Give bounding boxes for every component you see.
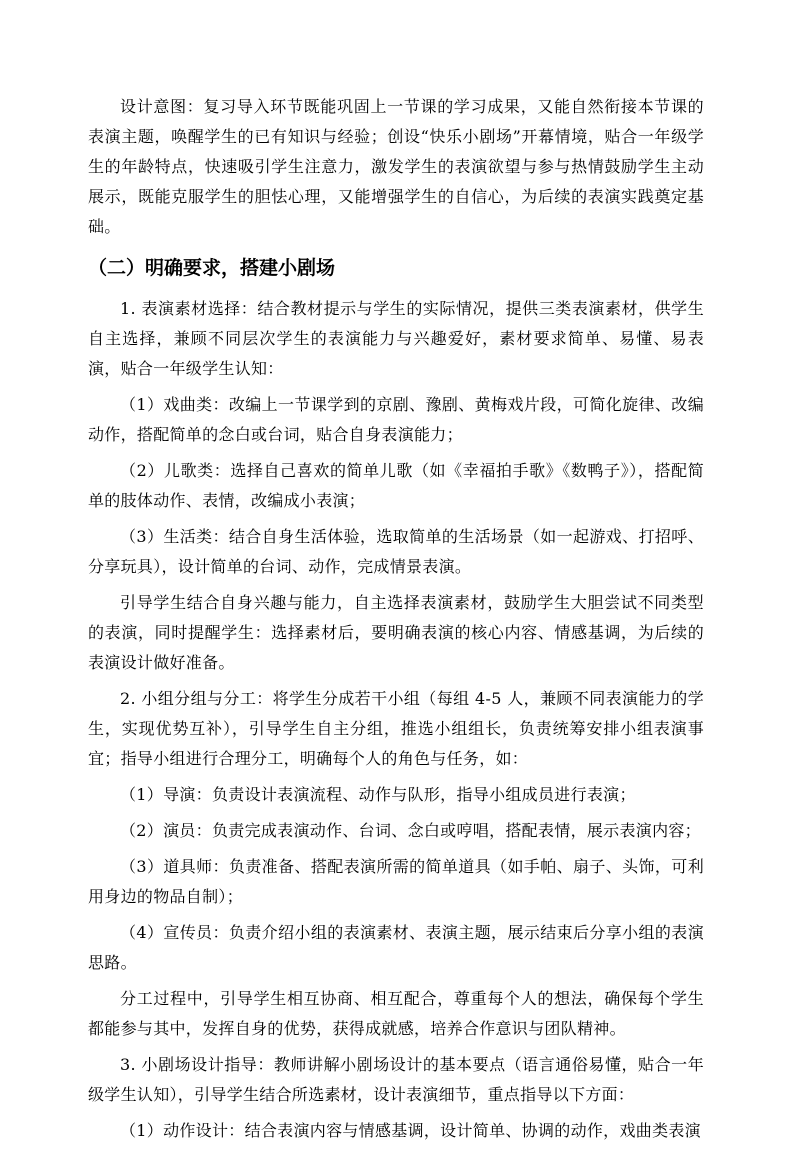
grouping-paragraph: 2. 小组分组与分工：将学生分成若干小组（每组 4-5 人，兼顾不同表演能力的学生，实现优势互补），引导学生自主分组，推选小组组长，负责统筹安排小组表演事宜；指导小组进行合理分工，明确每个人的角色与任务，如： bbox=[88, 689, 704, 768]
cooperation-paragraph: 分工过程中，引导学生相互协商、相互配合，尊重每个人的想法，确保每个学生都能参与其中，发挥自身的优势，获得成就感，培养合作意识与团队精神。 bbox=[88, 989, 704, 1038]
guidance-paragraph: 引导学生结合自身兴趣与能力，自主选择表演素材，鼓励学生大胆尝试不同类型的表演，同时提醒学生：选择素材后，要明确表演的核心内容、情感基调，为后续的表演设计做好准备。 bbox=[88, 593, 704, 672]
director-item: （1）导演：负责设计表演流程、动作与队形，指导小组成员进行表演； bbox=[120, 785, 636, 804]
opera-item: （1）戏曲类：改编上一节课学到的京剧、豫剧、黄梅戏片段，可简化旋律、改编动作，搭配简单的念白或台词，贴合自身表演能力； bbox=[88, 395, 704, 444]
movement-design-item: （1）动作设计：结合表演内容与情感基调，设计简单、协调的动作，戏曲类表演 bbox=[120, 1121, 701, 1140]
nursery-rhyme-item: （2）儿歌类：选择自己喜欢的简单儿歌（如《幸福拍手歌》《数鸭子》），搭配简单的肢体动作、表情，改编成小表演； bbox=[88, 461, 704, 510]
section-heading: （二）明确要求，搭建小剧场 bbox=[88, 257, 336, 279]
actor-item: （2）演员：负责完成表演动作、台词、念白或哼唱，搭配表情，展示表演内容； bbox=[120, 821, 701, 840]
publicist-item: （4）宣传员：负责介绍小组的表演素材、表演主题，展示结束后分享小组的表演思路。 bbox=[88, 923, 704, 972]
material-selection-paragraph: 1. 表演素材选择：结合教材提示与学生的实际情况，提供三类表演素材，供学生自主选择，兼顾不同层次学生的表演能力与兴趣爱好，素材要求简单、易懂、易表演，贴合一年级学生认知： bbox=[88, 299, 704, 378]
props-item: （3）道具师：负责准备、搭配表演所需的简单道具（如手帕、扇子、头饰，可利用身边的物品自制）； bbox=[88, 857, 704, 906]
theater-design-paragraph: 3. 小剧场设计指导：教师讲解小剧场设计的基本要点（语言通俗易懂，贴合一年级学生认知），引导学生结合所选素材，设计表演细节，重点指导以下方面： bbox=[88, 1055, 704, 1104]
daily-life-item: （3）生活类：结合自身生活体验，选取简单的生活场景（如一起游戏、打招呼、分享玩具），设计简单的台词、动作，完成情景表演。 bbox=[88, 527, 704, 576]
design-intent-paragraph: 设计意图：复习导入环节既能巩固上一节课的学习成果，又能自然衔接本节课的表演主题，唤醒学生的已有知识与经验；创设“快乐小剧场”开幕情境，贴合一年级学生的年龄特点，快速吸引学生注意力，激发学生的表演欲望与参与热情鼓励学生主动展示，既能克服学生的胆怯心理，又能增强学生的自信心，为后续的表演实践奠定基础。 bbox=[88, 97, 704, 236]
document-body bbox=[88, 92, 704, 1152]
